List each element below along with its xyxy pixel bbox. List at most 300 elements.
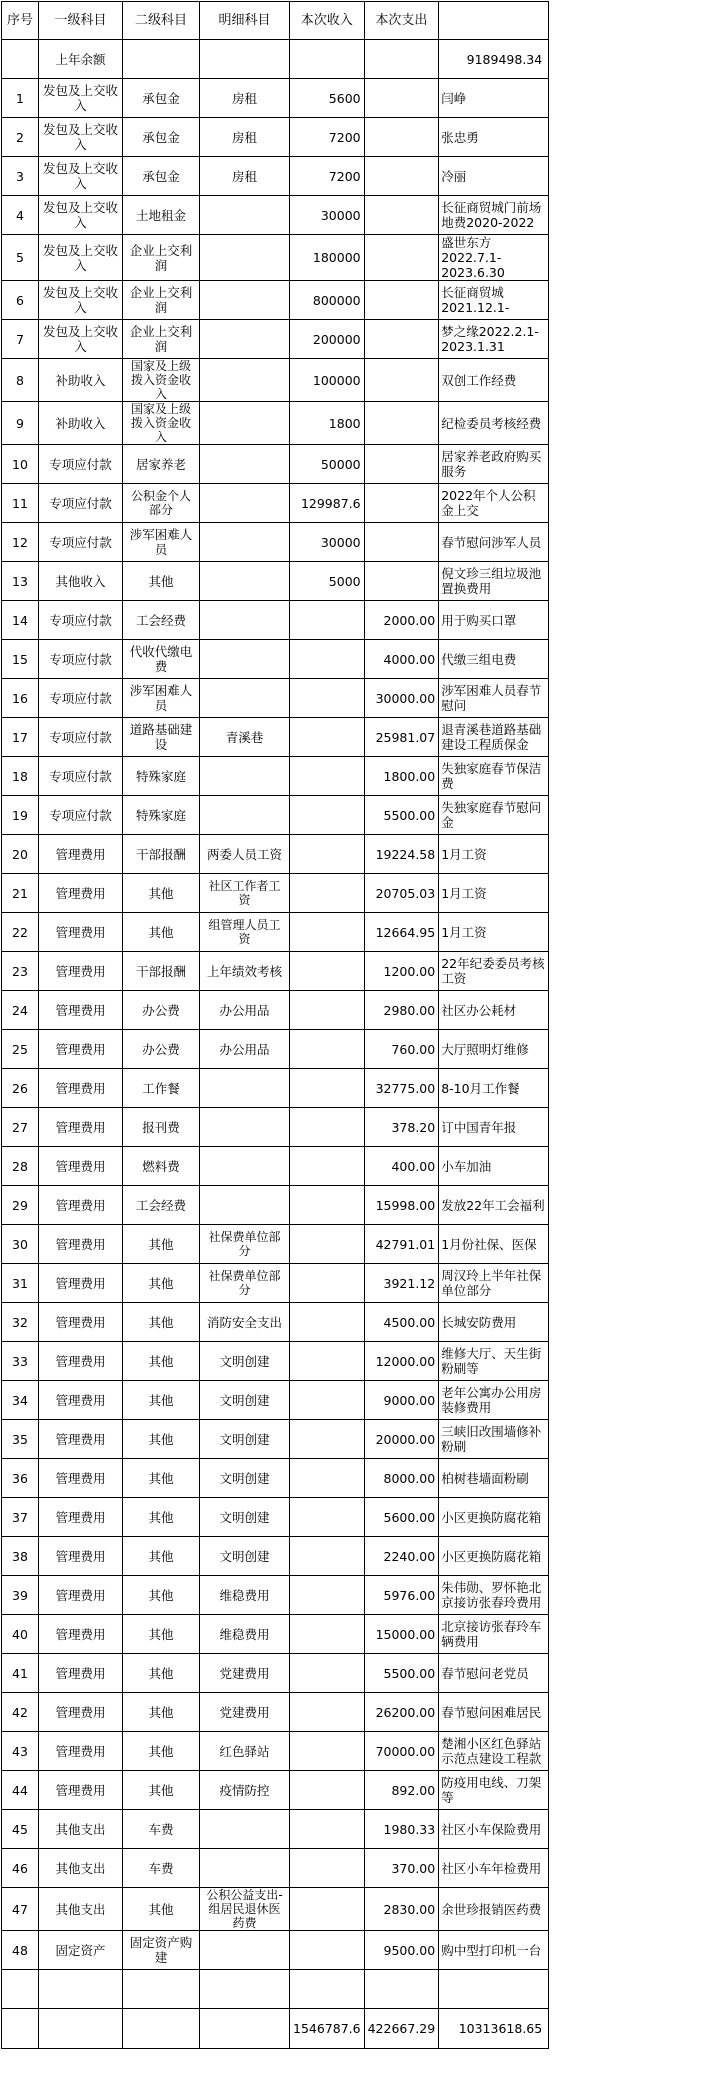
ledger-table [1, 1, 549, 2049]
expense-amount: 5500.00 [364, 1654, 439, 1693]
header-detail: 明细科目 [200, 2, 290, 40]
expense-amount: 4000.00 [364, 640, 439, 679]
level1-subject: 发包及上交收入 [39, 157, 123, 196]
remark: 长征商贸城门前场地费2020-2022 [439, 196, 549, 235]
table-row [2, 359, 549, 402]
income-amount: 5000 [290, 562, 365, 601]
level1-subject: 管理费用 [39, 1186, 123, 1225]
level2-subject: 居家养老 [123, 445, 200, 484]
level1-subject: 管理费用 [39, 1225, 123, 1264]
table-row [2, 118, 549, 157]
level2-subject: 其他 [123, 562, 200, 601]
level1-subject: 发包及上交收入 [39, 79, 123, 118]
remark: 长城安防费用 [439, 1303, 549, 1342]
level1-subject: 管理费用 [39, 1771, 123, 1810]
row-index: 28 [2, 1147, 39, 1186]
expense-amount [364, 359, 439, 402]
detail-subject [200, 1069, 290, 1108]
expense-amount: 9500.00 [364, 1931, 439, 1970]
income-amount [290, 1342, 365, 1381]
level2-subject: 承包金 [123, 118, 200, 157]
expense-amount [364, 235, 439, 281]
expense-amount [364, 196, 439, 235]
level1-subject: 管理费用 [39, 913, 123, 952]
level2-subject: 企业上交利润 [123, 281, 200, 320]
cell [364, 1970, 439, 2009]
detail-subject [200, 281, 290, 320]
table-row [2, 1303, 549, 1342]
header-row [2, 2, 549, 40]
table-row [2, 1849, 549, 1888]
expense-amount: 4500.00 [364, 1303, 439, 1342]
table-row [2, 445, 549, 484]
income-amount [290, 1498, 365, 1537]
row-index: 1 [2, 79, 39, 118]
income-amount [290, 952, 365, 991]
remark: 1月工资 [439, 913, 549, 952]
level1-subject: 其他支出 [39, 1810, 123, 1849]
level2-subject: 土地租金 [123, 196, 200, 235]
cell [123, 1970, 200, 2009]
row-index: 29 [2, 1186, 39, 1225]
level2-subject: 工作餐 [123, 1069, 200, 1108]
income-amount [290, 1732, 365, 1771]
expense-amount [364, 320, 439, 359]
level1-subject: 管理费用 [39, 1381, 123, 1420]
detail-subject [200, 562, 290, 601]
row-index: 37 [2, 1498, 39, 1537]
level1-subject: 专项应付款 [39, 523, 123, 562]
remark: 三峡旧改围墙修补粉刷 [439, 1420, 549, 1459]
remark: 居家养老政府购买服务 [439, 445, 549, 484]
income-amount [290, 913, 365, 952]
detail-subject: 青溪巷 [200, 718, 290, 757]
level2-subject: 其他 [123, 1888, 200, 1931]
table-row [2, 562, 549, 601]
income-amount [290, 1888, 365, 1931]
level1-subject: 专项应付款 [39, 796, 123, 835]
remark: 北京接访张春玲车辆费用 [439, 1615, 549, 1654]
level1-subject: 管理费用 [39, 1420, 123, 1459]
expense-amount [364, 523, 439, 562]
detail-subject: 办公用品 [200, 991, 290, 1030]
income-amount [290, 1069, 365, 1108]
level2-subject: 道路基础建设 [123, 718, 200, 757]
income-amount [290, 1771, 365, 1810]
level2-subject: 其他 [123, 1459, 200, 1498]
table-row [2, 1420, 549, 1459]
cell [364, 40, 439, 79]
table-row [2, 484, 549, 523]
row-index: 8 [2, 359, 39, 402]
expense-amount: 20705.03 [364, 874, 439, 913]
remark: 用于购买口罩 [439, 601, 549, 640]
level2-subject: 国家及上级拨入资金收入 [123, 359, 200, 402]
expense-amount: 5976.00 [364, 1576, 439, 1615]
level1-subject: 发包及上交收入 [39, 196, 123, 235]
remark: 1月份社保、医保 [439, 1225, 549, 1264]
level1-subject: 专项应付款 [39, 484, 123, 523]
level2-subject: 工会经费 [123, 601, 200, 640]
expense-amount: 20000.00 [364, 1420, 439, 1459]
level1-subject: 其他支出 [39, 1888, 123, 1931]
remark: 维修大厅、天生街粉刷等 [439, 1342, 549, 1381]
level1-subject: 管理费用 [39, 1147, 123, 1186]
table-row [2, 679, 549, 718]
row-index: 39 [2, 1576, 39, 1615]
table-row [2, 991, 549, 1030]
level1-subject: 管理费用 [39, 991, 123, 1030]
level1-subject: 管理费用 [39, 1108, 123, 1147]
remark: 张忠勇 [439, 118, 549, 157]
cell [123, 2009, 200, 2049]
row-index: 3 [2, 157, 39, 196]
level1-subject: 管理费用 [39, 1303, 123, 1342]
level2-subject: 干部报酬 [123, 835, 200, 874]
table-row [2, 79, 549, 118]
row-index: 9 [2, 402, 39, 445]
remark: 22年纪委委员考核工资 [439, 952, 549, 991]
detail-subject [200, 601, 290, 640]
level2-subject: 办公费 [123, 1030, 200, 1069]
detail-subject [200, 523, 290, 562]
income-amount [290, 1420, 365, 1459]
income-amount [290, 679, 365, 718]
income-amount [290, 1225, 365, 1264]
detail-subject: 社保费单位部分 [200, 1225, 290, 1264]
expense-amount: 15000.00 [364, 1615, 439, 1654]
remark: 代缴三组电费 [439, 640, 549, 679]
row-index: 14 [2, 601, 39, 640]
detail-subject [200, 1108, 290, 1147]
level1-subject: 补助收入 [39, 359, 123, 402]
level2-subject: 报刊费 [123, 1108, 200, 1147]
income-amount [290, 1931, 365, 1970]
detail-subject: 疫情防控 [200, 1771, 290, 1810]
income-amount: 30000 [290, 196, 365, 235]
remark: 小区更换防腐花箱 [439, 1537, 549, 1576]
detail-subject [200, 796, 290, 835]
expense-amount: 12000.00 [364, 1342, 439, 1381]
remark: 社区小车年检费用 [439, 1849, 549, 1888]
cell [2, 1970, 39, 2009]
remark: 小区更换防腐花箱 [439, 1498, 549, 1537]
expense-amount: 70000.00 [364, 1732, 439, 1771]
detail-subject [200, 359, 290, 402]
expense-amount: 2000.00 [364, 601, 439, 640]
level2-subject: 承包金 [123, 79, 200, 118]
opening-label: 上年余额 [39, 40, 123, 79]
row-index: 48 [2, 1931, 39, 1970]
table-row [2, 1186, 549, 1225]
level2-subject: 代收代缴电费 [123, 640, 200, 679]
remark: 大厅照明灯维修 [439, 1030, 549, 1069]
expense-amount: 400.00 [364, 1147, 439, 1186]
level2-subject: 其他 [123, 1498, 200, 1537]
level2-subject: 其他 [123, 1381, 200, 1420]
expense-amount: 378.20 [364, 1108, 439, 1147]
level1-subject: 管理费用 [39, 1576, 123, 1615]
level1-subject: 专项应付款 [39, 757, 123, 796]
detail-subject [200, 1186, 290, 1225]
detail-subject [200, 402, 290, 445]
detail-subject [200, 1147, 290, 1186]
level1-subject: 其他支出 [39, 1849, 123, 1888]
detail-subject: 公积公益支出-组居民退休医药费 [200, 1888, 290, 1931]
detail-subject: 党建费用 [200, 1693, 290, 1732]
remark: 社区小车保险费用 [439, 1810, 549, 1849]
income-amount [290, 1576, 365, 1615]
table-row [2, 1459, 549, 1498]
cell [290, 1970, 365, 2009]
remark: 余世珍报销医药费 [439, 1888, 549, 1931]
income-amount [290, 640, 365, 679]
income-amount [290, 757, 365, 796]
remark: 失独家庭春节保洁费 [439, 757, 549, 796]
detail-subject: 组管理人员工资 [200, 913, 290, 952]
level1-subject: 发包及上交收入 [39, 320, 123, 359]
expense-amount [364, 562, 439, 601]
expense-amount [364, 445, 439, 484]
row-index: 16 [2, 679, 39, 718]
table-row [2, 1931, 549, 1970]
level2-subject: 其他 [123, 1264, 200, 1303]
table-row [2, 1030, 549, 1069]
remark: 8-10月工作餐 [439, 1069, 549, 1108]
row-index: 19 [2, 796, 39, 835]
income-amount: 7200 [290, 157, 365, 196]
detail-subject: 社保费单位部分 [200, 1264, 290, 1303]
detail-subject: 文明创建 [200, 1342, 290, 1381]
detail-subject [200, 196, 290, 235]
row-index: 12 [2, 523, 39, 562]
level1-subject: 管理费用 [39, 1264, 123, 1303]
level2-subject: 公积金个人部分 [123, 484, 200, 523]
remark: 闫峥 [439, 79, 549, 118]
income-amount [290, 1849, 365, 1888]
level2-subject: 固定资产购建 [123, 1931, 200, 1970]
table-row [2, 952, 549, 991]
level2-subject: 企业上交利润 [123, 235, 200, 281]
level2-subject: 国家及上级拨入资金收入 [123, 402, 200, 445]
table-row [2, 1654, 549, 1693]
detail-subject: 房租 [200, 157, 290, 196]
level2-subject: 干部报酬 [123, 952, 200, 991]
level2-subject: 企业上交利润 [123, 320, 200, 359]
row-index: 27 [2, 1108, 39, 1147]
income-amount [290, 1186, 365, 1225]
row-index: 25 [2, 1030, 39, 1069]
detail-subject: 房租 [200, 79, 290, 118]
detail-subject [200, 1810, 290, 1849]
remark: 订中国青年报 [439, 1108, 549, 1147]
expense-amount [364, 484, 439, 523]
income-amount: 180000 [290, 235, 365, 281]
row-index: 47 [2, 1888, 39, 1931]
expense-amount [364, 157, 439, 196]
remark: 小车加油 [439, 1147, 549, 1186]
total-income: 1546787.6 [290, 2009, 365, 2049]
level2-subject: 其他 [123, 1732, 200, 1771]
detail-subject: 办公用品 [200, 1030, 290, 1069]
level1-subject: 发包及上交收入 [39, 118, 123, 157]
level1-subject: 专项应付款 [39, 640, 123, 679]
remark: 冷丽 [439, 157, 549, 196]
row-index: 41 [2, 1654, 39, 1693]
row-index: 26 [2, 1069, 39, 1108]
detail-subject [200, 235, 290, 281]
income-amount: 800000 [290, 281, 365, 320]
table-row [2, 757, 549, 796]
row-index: 20 [2, 835, 39, 874]
income-amount [290, 1654, 365, 1693]
row-index: 35 [2, 1420, 39, 1459]
level1-subject: 专项应付款 [39, 718, 123, 757]
level1-subject: 管理费用 [39, 874, 123, 913]
cell [123, 40, 200, 79]
level2-subject: 其他 [123, 1615, 200, 1654]
table-row [2, 320, 549, 359]
row-index: 7 [2, 320, 39, 359]
header-remark [439, 2, 549, 40]
remark: 梦之缘2022.2.1-2023.1.31 [439, 320, 549, 359]
income-amount [290, 601, 365, 640]
table-row [2, 1693, 549, 1732]
cell [39, 1970, 123, 2009]
row-index: 13 [2, 562, 39, 601]
level1-subject: 管理费用 [39, 1615, 123, 1654]
level1-subject: 管理费用 [39, 1498, 123, 1537]
table-row [2, 235, 549, 281]
row-index: 6 [2, 281, 39, 320]
row-index: 44 [2, 1771, 39, 1810]
expense-amount [364, 118, 439, 157]
expense-amount: 1200.00 [364, 952, 439, 991]
detail-subject [200, 484, 290, 523]
opening-balance: 9189498.34 [439, 40, 549, 79]
remark: 长征商贸城2021.12.1- [439, 281, 549, 320]
detail-subject: 文明创建 [200, 1381, 290, 1420]
level2-subject: 燃料费 [123, 1147, 200, 1186]
table-row [2, 1381, 549, 1420]
opening-balance-row [2, 40, 549, 79]
detail-subject: 消防安全支出 [200, 1303, 290, 1342]
detail-subject [200, 640, 290, 679]
cell [2, 2009, 39, 2049]
table-row [2, 1342, 549, 1381]
detail-subject: 文明创建 [200, 1420, 290, 1459]
blank-row [2, 1970, 549, 2009]
income-amount: 50000 [290, 445, 365, 484]
cell [200, 40, 290, 79]
detail-subject: 文明创建 [200, 1459, 290, 1498]
table-row [2, 157, 549, 196]
expense-amount [364, 79, 439, 118]
row-index: 17 [2, 718, 39, 757]
expense-amount: 5500.00 [364, 796, 439, 835]
remark: 防疫用电线、刀架等 [439, 1771, 549, 1810]
remark: 倪文珍三组垃圾池置换费用 [439, 562, 549, 601]
expense-amount: 370.00 [364, 1849, 439, 1888]
level1-subject: 管理费用 [39, 1654, 123, 1693]
row-index: 22 [2, 913, 39, 952]
row-index: 46 [2, 1849, 39, 1888]
row-index: 11 [2, 484, 39, 523]
total-expense: 422667.29 [364, 2009, 439, 2049]
expense-amount: 1800.00 [364, 757, 439, 796]
level2-subject: 特殊家庭 [123, 757, 200, 796]
level1-subject: 其他收入 [39, 562, 123, 601]
remark: 春节慰问涉军人员 [439, 523, 549, 562]
income-amount [290, 1615, 365, 1654]
table-row [2, 1615, 549, 1654]
remark: 楚湘小区红色驿站示范点建设工程款 [439, 1732, 549, 1771]
income-amount: 200000 [290, 320, 365, 359]
table-row [2, 1264, 549, 1303]
remark: 春节慰问老党员 [439, 1654, 549, 1693]
income-amount: 7200 [290, 118, 365, 157]
level2-subject: 车费 [123, 1810, 200, 1849]
income-amount [290, 718, 365, 757]
table-row [2, 1069, 549, 1108]
remark: 涉军困难人员春节慰问 [439, 679, 549, 718]
income-amount [290, 1108, 365, 1147]
level1-subject: 管理费用 [39, 835, 123, 874]
row-index: 42 [2, 1693, 39, 1732]
expense-amount: 15998.00 [364, 1186, 439, 1225]
remark: 社区办公耗材 [439, 991, 549, 1030]
remark: 发放22年工会福利 [439, 1186, 549, 1225]
row-index: 23 [2, 952, 39, 991]
row-index: 45 [2, 1810, 39, 1849]
expense-amount: 2830.00 [364, 1888, 439, 1931]
expense-amount: 42791.01 [364, 1225, 439, 1264]
header-index: 序号 [2, 2, 39, 40]
income-amount: 30000 [290, 523, 365, 562]
table-row [2, 1732, 549, 1771]
remark: 退青溪巷道路基础建设工程质保金 [439, 718, 549, 757]
detail-subject: 文明创建 [200, 1498, 290, 1537]
level2-subject: 办公费 [123, 991, 200, 1030]
level1-subject: 发包及上交收入 [39, 235, 123, 281]
expense-amount: 3921.12 [364, 1264, 439, 1303]
table-row [2, 1225, 549, 1264]
level1-subject: 发包及上交收入 [39, 281, 123, 320]
expense-amount: 26200.00 [364, 1693, 439, 1732]
remark: 柏树巷墙面粉刷 [439, 1459, 549, 1498]
table-row [2, 1498, 549, 1537]
row-index: 10 [2, 445, 39, 484]
row-index: 21 [2, 874, 39, 913]
remark: 1月工资 [439, 874, 549, 913]
income-amount [290, 991, 365, 1030]
level1-subject: 专项应付款 [39, 445, 123, 484]
expense-amount [364, 281, 439, 320]
level1-subject: 管理费用 [39, 952, 123, 991]
remark: 老年公寓办公用房装修费用 [439, 1381, 549, 1420]
detail-subject [200, 1931, 290, 1970]
level2-subject: 涉军困难人员 [123, 679, 200, 718]
table-row [2, 913, 549, 952]
detail-subject: 维稳费用 [200, 1576, 290, 1615]
row-index: 4 [2, 196, 39, 235]
cell [200, 1970, 290, 2009]
remark: 失独家庭春节慰问金 [439, 796, 549, 835]
cell [439, 1970, 549, 2009]
income-amount [290, 874, 365, 913]
expense-amount [364, 402, 439, 445]
income-amount [290, 1459, 365, 1498]
